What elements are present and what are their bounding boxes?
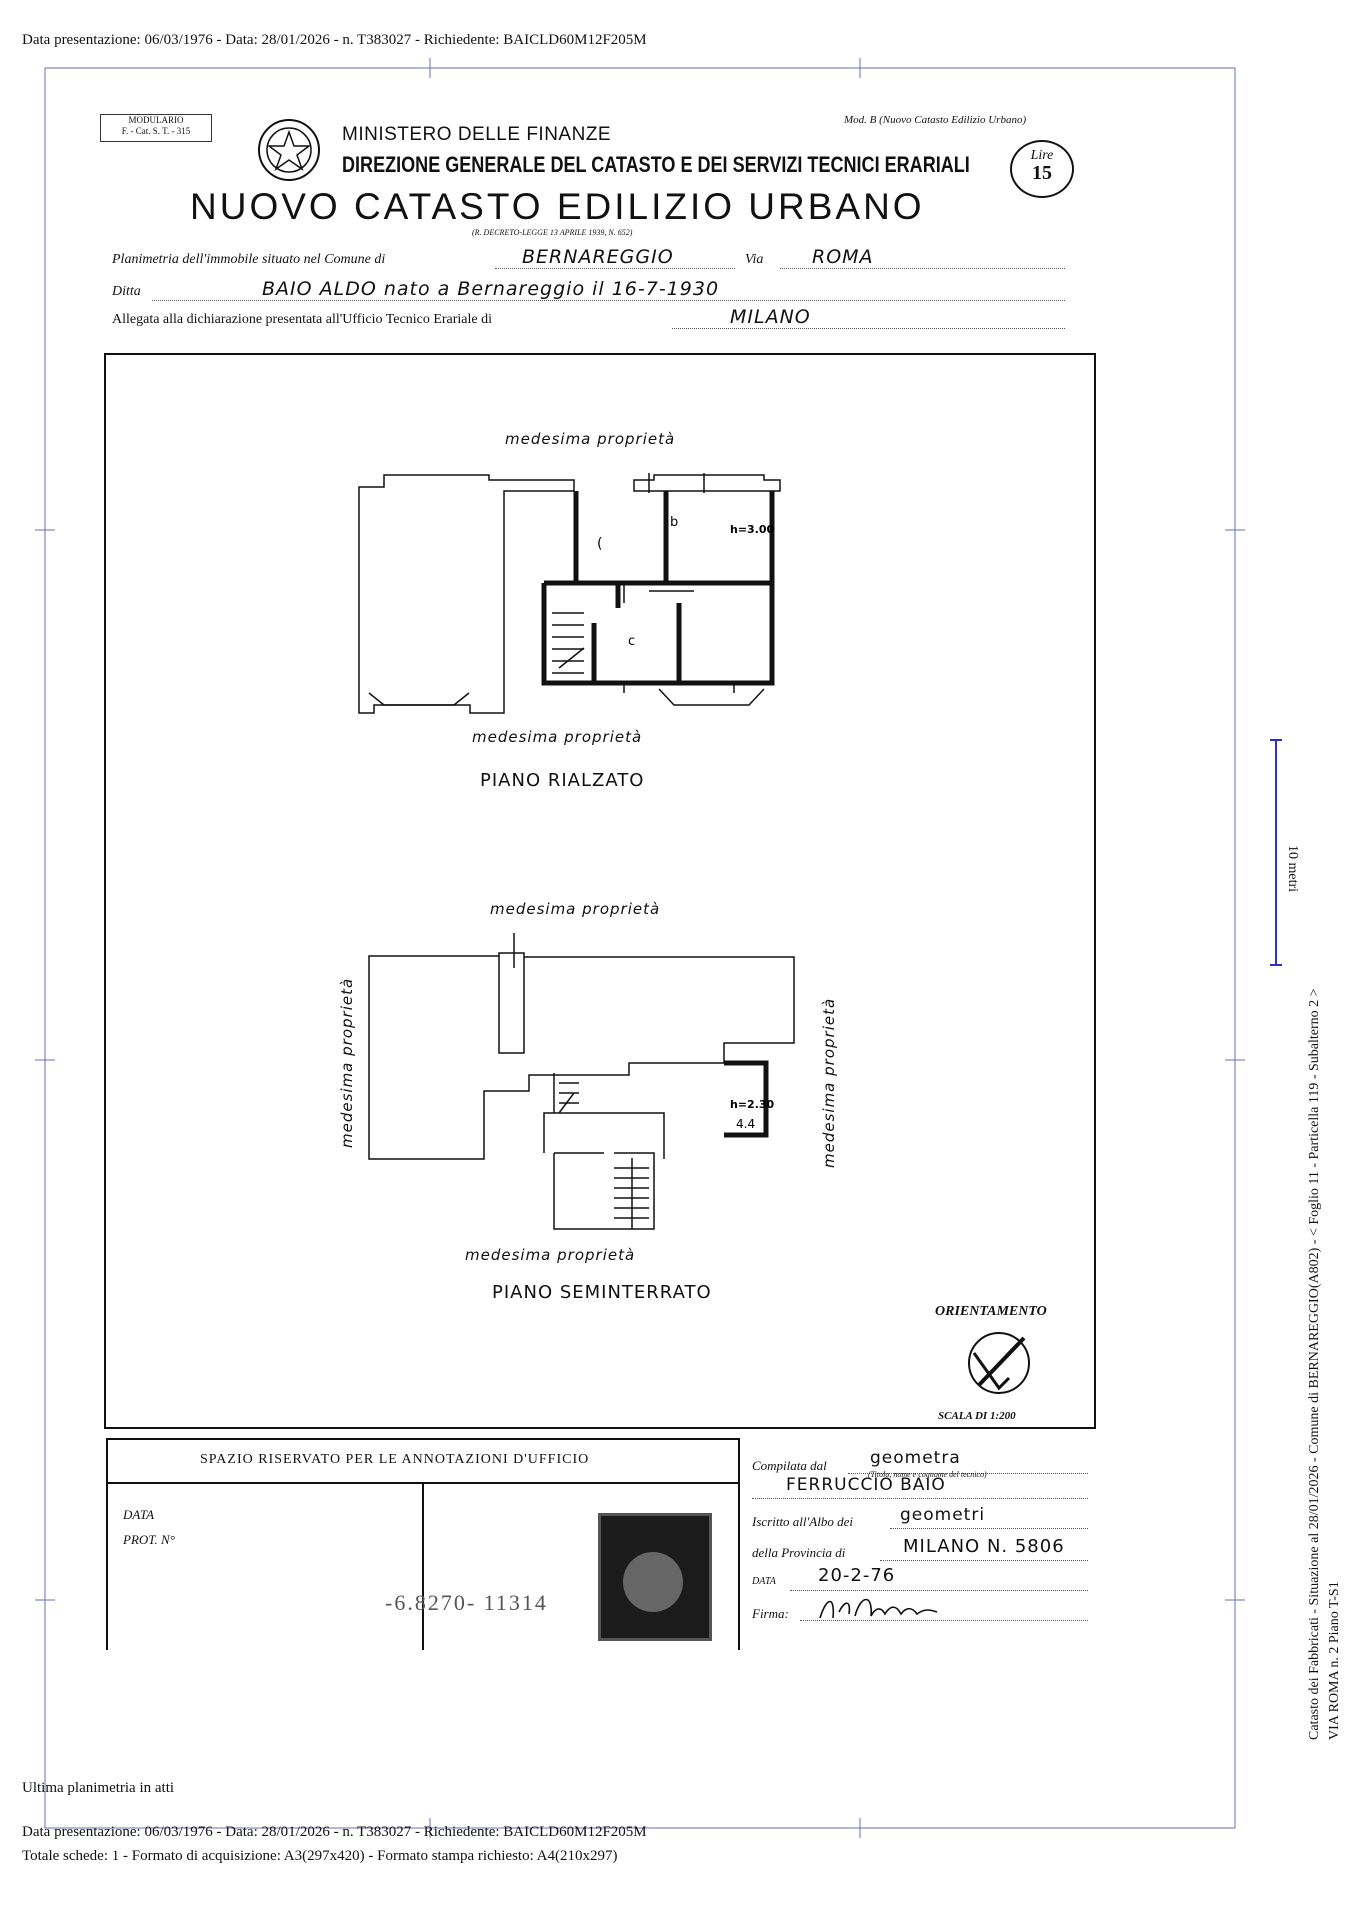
ufficio-value: MILANO [730, 306, 811, 328]
via-label: Via [745, 252, 764, 267]
price-value: 15 [1032, 162, 1052, 184]
lower-north-label: medesima proprietà [490, 900, 661, 918]
tecnico-name: FERRUCCIO BAIO [786, 1475, 946, 1495]
room-height-upper: h=3.00 [730, 523, 775, 536]
modulario-title: MODULARIO [128, 115, 184, 125]
svg-text:c: c [628, 634, 636, 649]
modulario-box [100, 114, 212, 142]
lower-floor-title: PIANO SEMINTERRATO [492, 1282, 712, 1303]
data-label: DATA [123, 1507, 155, 1522]
decree: (R. DECRETO-LEGGE 13 APRILE 1939, N. 652) [472, 228, 633, 237]
lower-east-label: medesima proprietà [820, 997, 838, 1168]
signature-icon [815, 1590, 945, 1626]
via-value: ROMA [812, 246, 874, 268]
upper-north-label: medesima proprietà [505, 430, 676, 448]
room-height-lower: h=2.30 [730, 1098, 775, 1111]
ditta-value: BAIO ALDO nato a Bernareggio il 16-7-1930 [262, 278, 720, 300]
revenue-stamp-icon [598, 1513, 712, 1641]
price-label: Lire [1030, 148, 1054, 163]
lower-west-label: medesima proprietà [338, 977, 356, 1148]
comune-value: BERNAREGGIO [522, 246, 674, 268]
scale-label: SCALA DI 1:200 [938, 1410, 1016, 1422]
provincia-value: MILANO N. 5806 [903, 1536, 1065, 1557]
form-title: NUOVO CATASTO EDILIZIO URBANO [190, 186, 925, 227]
line1-label: Planimetria dell'immobile situato nel Comune di [112, 252, 386, 267]
compilata-value: geometra [870, 1448, 961, 1468]
price-badge [1010, 140, 1074, 198]
data-value: 20-2-76 [818, 1565, 896, 1586]
ministry-name: MINISTERO DELLE FINANZE [342, 124, 612, 145]
scale-bar-label: 10 metri [1285, 845, 1300, 893]
svg-text:(: ( [597, 536, 603, 552]
orientation-label: ORIENTAMENTO [935, 1304, 1047, 1319]
upper-floor-title: PIANO RIALZATO [480, 770, 645, 791]
footer-line2: Totale schede: 1 - Formato di acquisizione: A3(297x420) - Formato stampa richiesto: A4(210x297) [22, 1848, 618, 1864]
iscritto-value: geometri [900, 1505, 986, 1525]
footer-ultima: Ultima planimetria in atti [22, 1780, 175, 1796]
svg-text:b: b [670, 515, 679, 530]
side-text-line2: VIA ROMA n. 2 Piano T-S1 [1327, 1581, 1342, 1740]
data-label-2: DATA [752, 1576, 776, 1587]
direction-name: DIREZIONE GENERALE DEL CATASTO E DEI SERVIZI TECNICI ERARIALI [342, 152, 970, 177]
reserved-title: SPAZIO RISERVATO PER LE ANNOTAZIONI D'UFFICIO [200, 1452, 590, 1467]
side-metadata [1305, 988, 1345, 1740]
republic-emblem-icon [255, 116, 323, 184]
stamp-number: -6.8270- 11314 [385, 1590, 548, 1615]
modulario-code: F. - Cat. S. T. - 315 [121, 126, 191, 136]
iscritto-label: Iscritto all'Albo dei [752, 1514, 853, 1529]
side-text-line1: Catasto dei Fabbricati - Situazione al 28/01/2026 - Comune di BERNAREGGIO(A802) - < Foglio 11 - Particella 119 - Subalterno 2 > [1307, 988, 1322, 1740]
provincia-label: della Provincia di [752, 1545, 846, 1560]
firma-label: Firma: [752, 1606, 789, 1621]
floor-plans [104, 353, 1094, 1427]
footer-line1: Data presentazione: 06/03/1976 - Data: 28/01/2026 - n. T383027 - Richiedente: BAICLD60M12F205M [22, 1824, 647, 1840]
svg-text:4.4: 4.4 [736, 1117, 756, 1131]
ditta-label: Ditta [112, 284, 141, 299]
model-ref: Mod. B (Nuovo Catasto Edilizio Urbano) [844, 114, 1027, 126]
prot-label: PROT. N° [123, 1532, 175, 1547]
lower-south-label: medesima proprietà [465, 1246, 636, 1264]
upper-south-label: medesima proprietà [472, 728, 643, 746]
allegata-label: Allegata alla dichiarazione presentata all'Ufficio Tecnico Erariale di [112, 312, 493, 327]
compilata-note: (Titolo, nome e cognome del tecnico) [868, 1470, 987, 1479]
header-top: Data presentazione: 06/03/1976 - Data: 28/01/2026 - n. T383027 - Richiedente: BAICLD60M12F205M [22, 32, 647, 48]
compilata-label: Compilata dal [752, 1458, 827, 1473]
